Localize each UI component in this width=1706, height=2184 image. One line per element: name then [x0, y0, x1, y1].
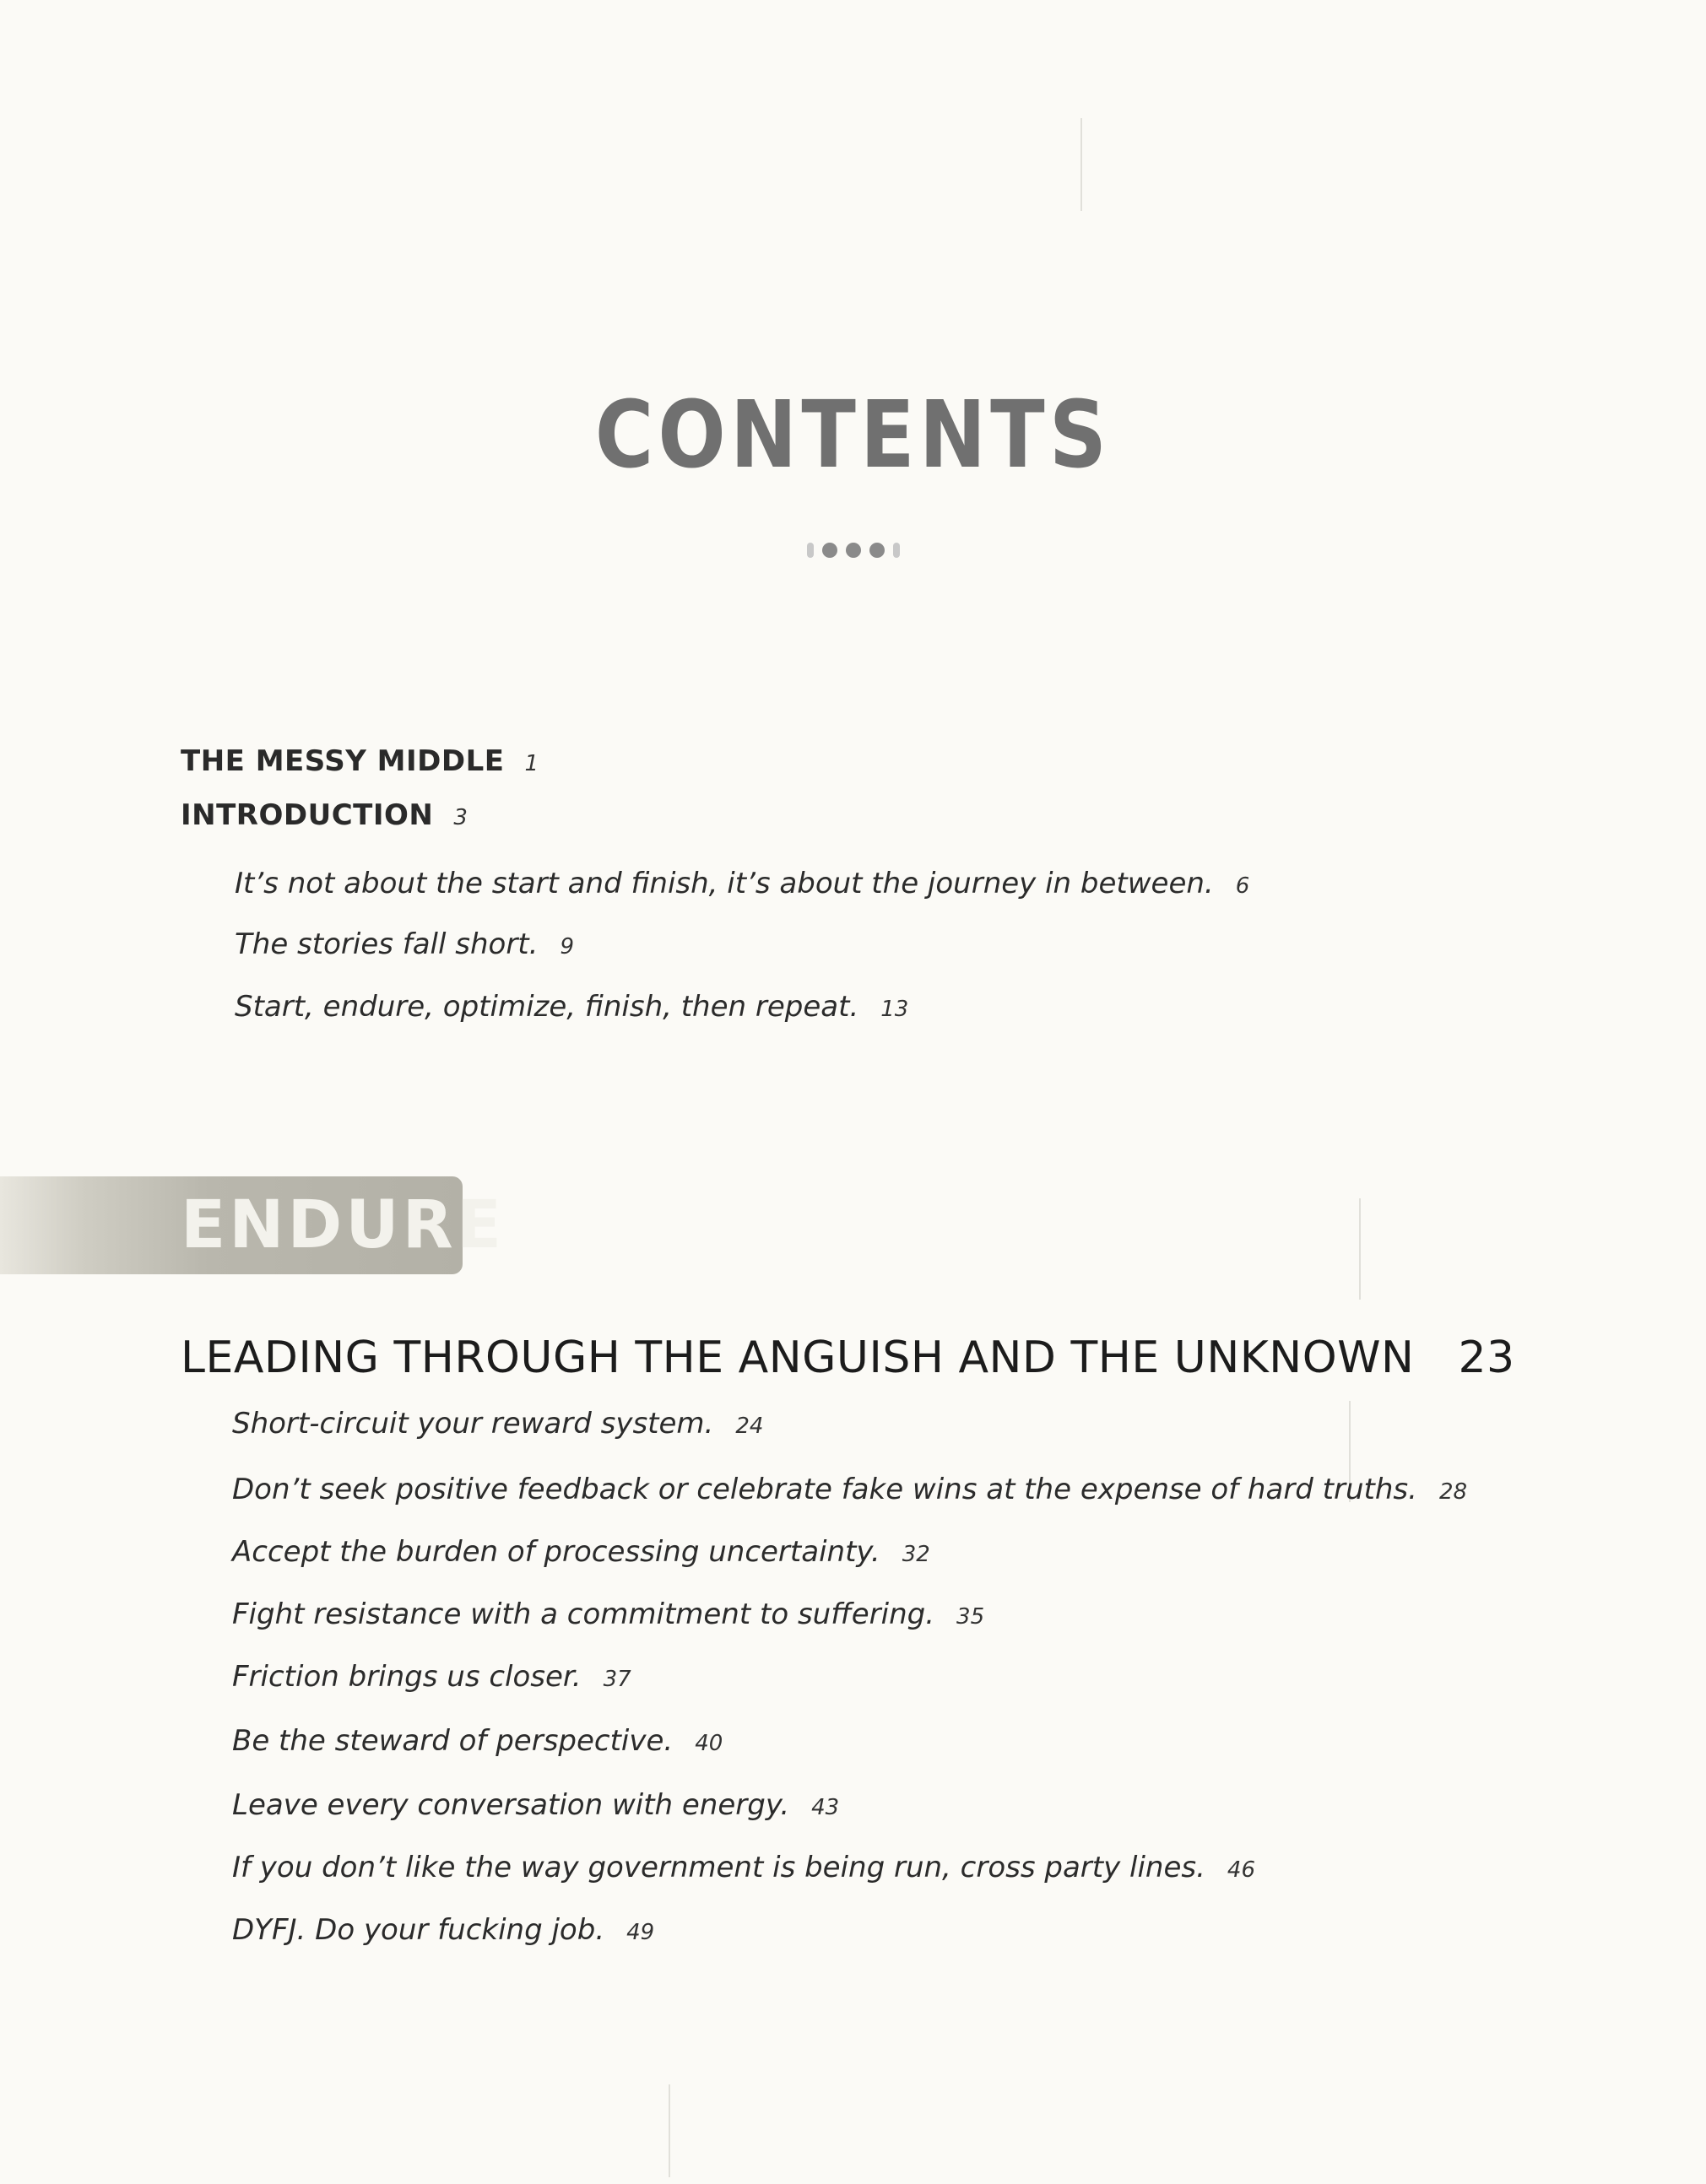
- toc-entry-page: 6: [1235, 873, 1250, 899]
- toc-entry-label: It’s not about the start and finish, it’s about the journey in between.: [235, 867, 1214, 900]
- toc-entry-label: Be the steward of perspective.: [232, 1724, 674, 1758]
- page-title: CONTENTS: [594, 381, 1112, 489]
- toc-chapter-heading[interactable]: [181, 1332, 1515, 1384]
- toc-entry-page: 28: [1438, 1479, 1468, 1505]
- toc-entry-energy[interactable]: [232, 1787, 839, 1825]
- toc-entry-label: THE MESSY MIDDLE: [181, 744, 505, 778]
- toc-entry-label: Start, endure, optimize, finish, then repeat.: [235, 990, 859, 1024]
- toc-entry-label: INTRODUCTION: [181, 798, 434, 832]
- chapter-page: 23: [1458, 1333, 1515, 1383]
- toc-entry-page: 32: [902, 1542, 930, 1567]
- toc-entry-hard-truths[interactable]: [232, 1472, 1467, 1510]
- toc-entry-perspective[interactable]: [232, 1723, 723, 1761]
- toc-entry-label: The stories fall short.: [235, 927, 539, 961]
- toc-entry-suffering[interactable]: [232, 1597, 984, 1635]
- toc-entry-label: Don’t seek positive feedback or celebrate fake wins at the expense of hard truths.: [232, 1473, 1417, 1506]
- ornament-dot: [807, 543, 814, 558]
- ornament-dot: [846, 543, 861, 558]
- toc-entry-label: Friction brings us closer.: [232, 1660, 582, 1694]
- toc-entry-page: 9: [560, 934, 574, 960]
- ornament-divider: [0, 537, 1706, 562]
- toc-entry-party-lines[interactable]: [232, 1850, 1255, 1888]
- toc-entry-label: Fight resistance with a commitment to suffering.: [232, 1597, 935, 1631]
- toc-entry-page: 24: [735, 1414, 764, 1439]
- toc-entry-label: Leave every conversation with energy.: [232, 1788, 790, 1822]
- chapter-label: LEADING THROUGH THE ANGUISH AND THE UNKNOWN: [181, 1333, 1415, 1383]
- ornament-dot: [893, 543, 900, 558]
- toc-entry-journey[interactable]: [235, 866, 1249, 904]
- toc-entry-page: 40: [695, 1731, 723, 1756]
- toc-entry-uncertainty[interactable]: [232, 1534, 930, 1572]
- toc-entry-stories[interactable]: [235, 927, 574, 965]
- toc-entry-label: If you don’t like the way government is being run, cross party lines.: [232, 1851, 1205, 1884]
- toc-entry-page: 49: [626, 1920, 655, 1945]
- toc-entry-page: 1: [524, 751, 539, 776]
- toc-entry-friction[interactable]: [232, 1659, 631, 1697]
- toc-entry-page: 46: [1227, 1857, 1256, 1883]
- section-banner-endure: [0, 1176, 505, 1274]
- toc-entry-reward-system[interactable]: [232, 1406, 763, 1444]
- scan-artifact-line: [1080, 118, 1082, 211]
- toc-entry-page: 35: [956, 1604, 985, 1630]
- toc-entry-dyfj[interactable]: [232, 1912, 654, 1950]
- scan-artifact-line: [1359, 1198, 1361, 1300]
- toc-entry-repeat[interactable]: [235, 989, 908, 1027]
- toc-entry-label: Accept the burden of processing uncertainty.: [232, 1535, 880, 1569]
- ornament-dot: [822, 543, 837, 558]
- toc-entry-label: Short-circuit your reward system.: [232, 1407, 714, 1441]
- toc-entry-page: 3: [453, 805, 468, 830]
- section-label: ENDURE: [181, 1187, 505, 1263]
- scan-artifact-line: [669, 2084, 670, 2177]
- toc-entry-messy-middle[interactable]: [181, 744, 539, 781]
- ornament-dot: [869, 543, 885, 558]
- toc-entry-page: 43: [811, 1795, 840, 1820]
- toc-entry-page: 37: [603, 1667, 631, 1692]
- toc-entry-introduction[interactable]: [181, 798, 468, 835]
- toc-entry-page: 13: [880, 997, 909, 1022]
- toc-entry-label: DYFJ. Do your fucking job.: [232, 1913, 605, 1947]
